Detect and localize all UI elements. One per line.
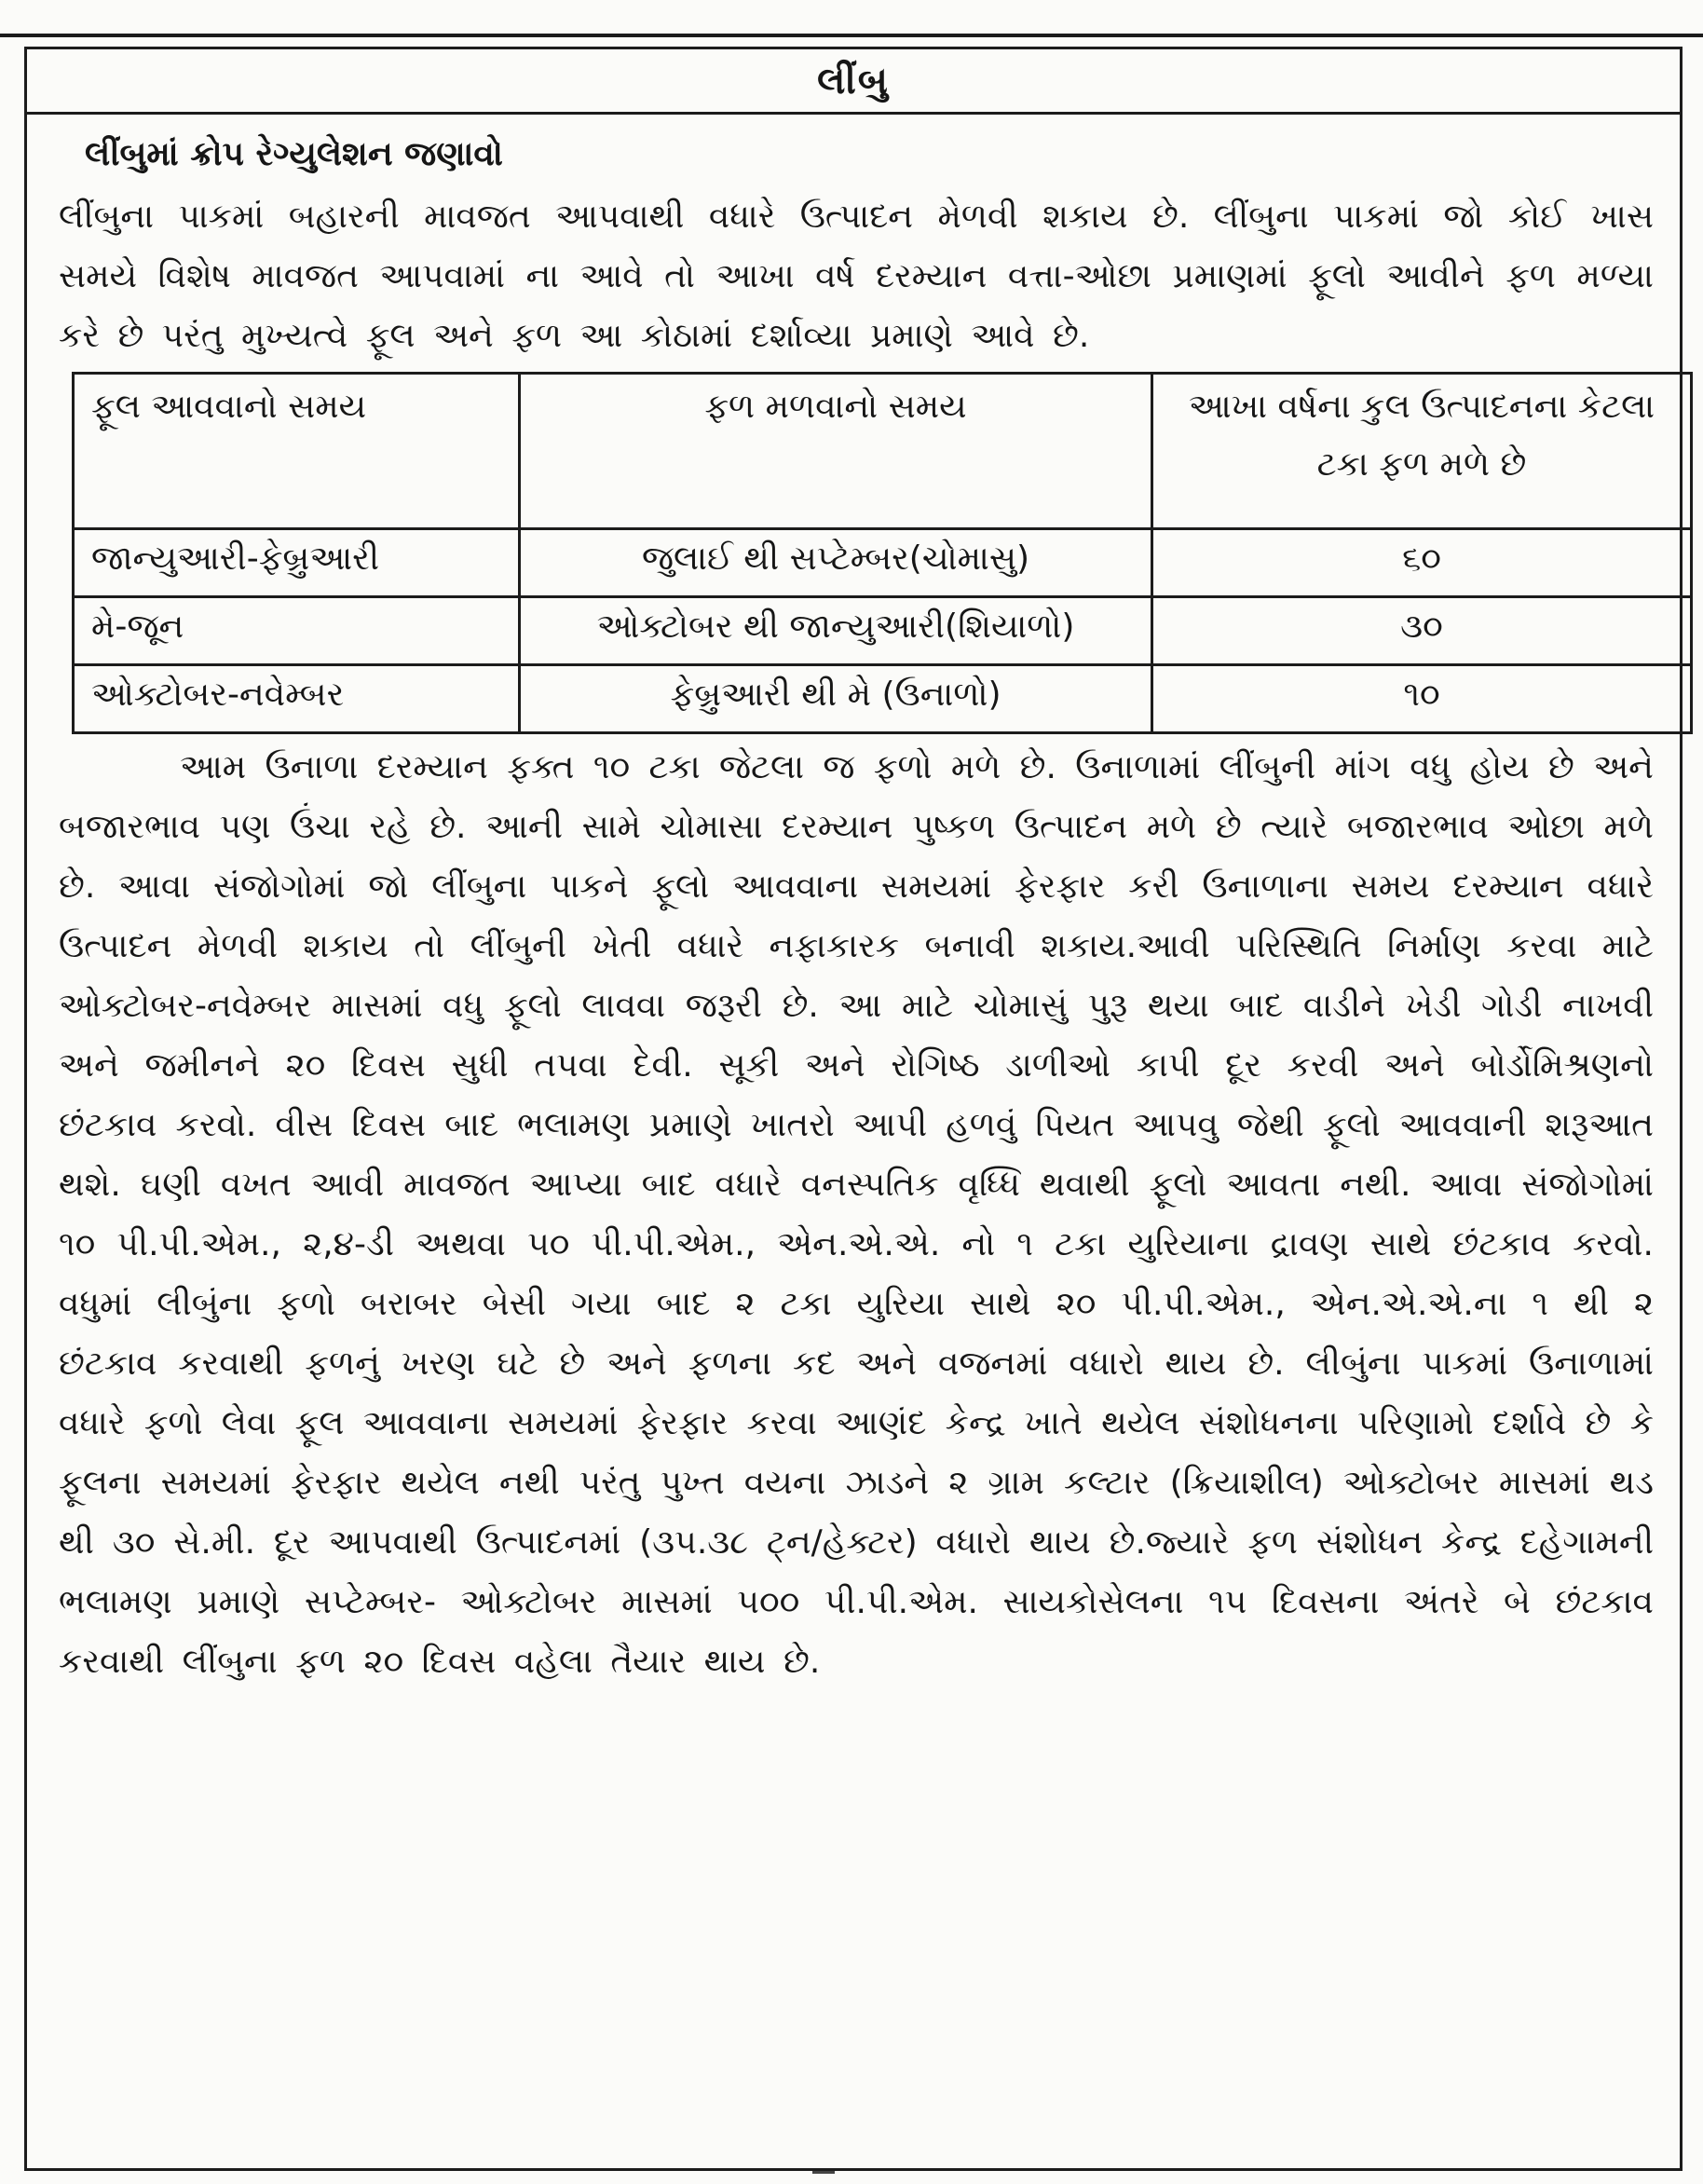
document-content (59, 124, 1654, 1692)
cell-fruiting-time: ફેબ્રુઆરી થી મે (ઉનાળો) (520, 665, 1152, 733)
header-flowering-time: ફૂલ આવવાનો સમય (74, 374, 520, 529)
table-row (74, 597, 1692, 665)
title-band (27, 49, 1680, 115)
table-row (74, 529, 1692, 597)
header-yield-percent: આખા વર્ષના કુલ ઉત્પાદનના કેટલા ટકા ફળ મળે છે (1152, 374, 1692, 529)
document-box (24, 47, 1683, 2171)
section-heading: લીંબુમાં ક્રોપ રેગ્યુલેશન જણાવો (85, 135, 503, 173)
table-row (74, 665, 1692, 733)
cell-yield-percent: ૧૦ (1152, 665, 1692, 733)
header-fruiting-time: ફળ મળવાનો સમય (520, 374, 1152, 529)
cell-yield-percent: ૩૦ (1152, 597, 1692, 665)
cell-flowering-time: જાન્યુઆરી-ફેબ્રુઆરી (74, 529, 520, 597)
table-header-row (74, 374, 1692, 529)
flowering-fruiting-table (72, 372, 1693, 734)
page-title: લીંબુ (817, 59, 890, 102)
cell-flowering-time: મે-જૂન (74, 597, 520, 665)
cell-flowering-time: ઓક્ટોબર-નવેમ્બર (74, 665, 520, 733)
cell-yield-percent: ૬૦ (1152, 529, 1692, 597)
table-container (72, 372, 1693, 734)
cell-fruiting-time: ઓક્ટોબર થી જાન્યુઆરી(શિયાળો) (520, 597, 1152, 665)
body-paragraph: આમ ઉનાળા દરમ્યાન ફક્ત ૧૦ ટકા જેટલા જ ફળો મળે છે. ઉનાળામાં લીંબુની માંગ વધુ હોય છે અને બજારભાવ પણ ઉંચા રહે છે. આની સામે ચોમાસા દરમ્યાન પુષ્કળ ઉત્પાદન મળે છે ત્યારે બજારભાવ ઓછા મળે છે. આવા સંજોગોમાં જો લીંબુના પાકને ફૂલો આવવાના સમયમાં ફેરફાર કરી ઉનાળાના સમય દરમ્યાન વધારે ઉત્પાદન મેળવી શકાય તો લીંબુની ખેતી વધારે નફાકારક બનાવી શકાય.આવી પરિસ્થિતિ નિર્માણ કરવા માટે ઓક્ટોબર-નવેમ્બર માસમાં વધુ ફૂલો લાવવા જરૂરી છે. આ માટે ચોમાસું પુરૂ થયા બાદ વાડીને ખેડી ગોડી નાખવી અને જમીનને ૨૦ દિવસ સુધી તપવા દેવી. સૂકી અને રોગિષ્ઠ ડાળીઓ કાપી દૂર કરવી અને બોર્ડોમિશ્રણનો છંટકાવ કરવો. વીસ દિવસ બાદ ભલામણ પ્રમાણે ખાતરો આપી હળવું પિયત આપવુ જેથી ફૂલો આવવાની શરૂઆત થશે. ઘણી વખત આવી માવજત આપ્યા બાદ વધારે વનસ્પતિક વૃધ્ધિ થવાથી ફૂલો આવતા નથી. આવા સંજોગોમાં ૧૦ પી.પી.એમ., ૨,૪-ડી અથવા ૫૦ પી.પી.એમ., એન.એ.એ. નો ૧ ટકા યુરિયાના દ્રાવણ સાથે છંટકાવ કરવો. વધુમાં લીબુંના ફળો બરાબર બેસી ગયા બાદ ૨ ટકા યુરિયા સાથે ૨૦ પી.પી.એમ., એન.એ.એ.ના ૧ થી ૨ છંટકાવ કરવાથી ફળનું ખરણ ઘટે છે અને ફળના કદ અને વજનમાં વધારો થાય છે. લીબુંના પાકમાં ઉનાળામાં વધારે ફળો લેવા ફૂલ આવવાના સમયમાં ફેરફાર કરવા આણંદ કેન્દ્ર ખાતે થયેલ સંશોધનના પરિણામો દર્શાવે છે કે ફૂલના સમયમાં ફેરફાર થયેલ નથી પરંતુ પુખ્ત વયના ઝાડને ૨ ગ્રામ કલ્ટાર (ક્રિયાશીલ) ઓક્ટોબર માસમાં થડ થી ૩૦ સે.મી. દૂર આપવાથી ઉત્પાદનમાં (૩૫.૩૮ ટ્ન/હેક્ટર) વધારો થાય છે.જ્યારે ફળ સંશોધન કેન્દ્ર દહેગામની ભલામણ પ્રમાણે સપ્ટેમ્બર- ઓક્ટોબર માસમાં ૫૦૦ પી.પી.એમ. સાયકોસેલના ૧૫ દિવસના અંતરે બે છંટકાવ કરવાથી લીંબુના ફળ ૨૦ દિવસ વહેલા તૈયાર થાય છે. (59, 748, 1654, 1681)
page-bottom-mark (812, 2171, 835, 2179)
cell-fruiting-time: જુલાઈ થી સપ્ટેમ્બર(ચોમાસુ) (520, 529, 1152, 597)
intro-paragraph: લીંબુના પાકમાં બહારની માવજત આપવાથી વધારે ઉત્પાદન મેળવી શકાય છે. લીંબુના પાકમાં જો કોઈ ખાસ સમયે વિશેષ માવજત આપવામાં ના આવે તો આખા વર્ષ દરમ્યાન વત્તા-ઓછા પ્રમાણમાં ફૂલો આવીને ફળ મળ્યા કરે છે પરંતુ મુખ્યત્વે ફૂલ અને ફળ આ કોઠામાં દર્શાવ્યા પ્રમાણે આવે છે. (59, 198, 1654, 355)
